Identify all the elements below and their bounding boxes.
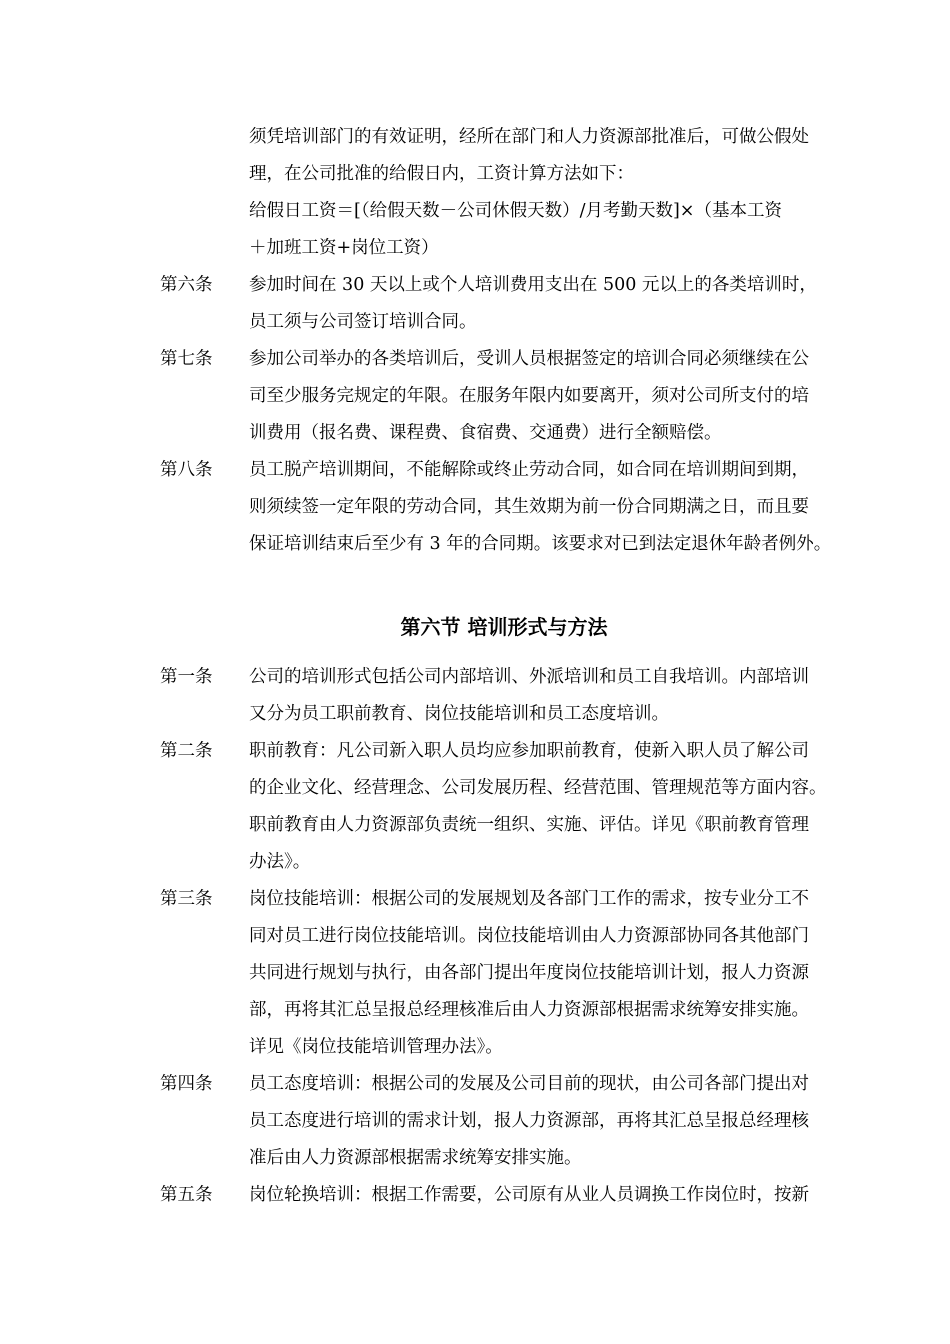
section-title: 第六节 培训形式与方法 [400,615,608,639]
text-line: 参加时间在 30 天以上或个人培训费用支出在 500 元以上的各类培训时， [249,275,817,295]
article-text [249,659,869,733]
text-line: 岗位技能培训：根据公司的发展规划及各部门工作的需求，按专业分工不 [249,889,809,909]
text-line: 员工态度培训：根据公司的发展及公司目前的现状，由公司各部门提出对 [249,1074,809,1094]
article-text [249,1177,869,1214]
text-line: 理，在公司批准的给假日内，工资计算方法如下： [249,164,634,184]
article-3 [0,881,950,1066]
text-line: 办法》。 [249,852,311,872]
article-2 [0,733,950,881]
article-text [249,452,869,563]
text-line: 的企业文化、经营理念、公司发展历程、经营范围、管理规范等方面内容。 [249,778,827,798]
article-7 [0,341,950,452]
article-text [249,341,869,452]
articles-training-contract [0,267,950,563]
article-text [249,1066,869,1177]
article-8 [0,452,950,563]
text-line: 须凭培训部门的有效证明，经所在部门和人力资源部批准后，可做公假处 [249,127,809,147]
article-text [249,733,869,881]
article-1 [0,659,950,733]
intro-text [249,119,869,267]
article-text [249,267,869,341]
text-line: 员工须与公司签订培训合同。 [249,312,477,332]
text-line: 共同进行规划与执行，由各部门提出年度岗位技能培训计划，报人力资源 [249,963,809,983]
text-line: ＋加班工资+岗位工资） [249,238,439,258]
text-line: 详见《岗位技能培训管理办法》。 [249,1037,503,1057]
text-line: 又分为员工职前教育、岗位技能培训和员工态度培训。 [249,704,669,724]
text-line: 员工脱产培训期间，不能解除或终止劳动合同，如合同在培训期间到期， [249,460,809,480]
article-5 [0,1177,950,1214]
text-line: 岗位轮换培训：根据工作需要，公司原有从业人员调换工作岗位时，按新 [249,1185,809,1205]
text-line: 保证培训结束后至少有 3 年的合同期。该要求对已到法定退休年龄者例外。 [249,534,832,554]
article-text [249,881,869,1066]
text-line: 职前教育：凡公司新入职人员均应参加职前教育，使新入职人员了解公司 [249,741,809,761]
text-line: 给假日工资＝[（给假天数－公司休假天数）/月考勤天数]×（基本工资 [249,201,782,221]
text-line: 则须续签一定年限的劳动合同，其生效期为前一份合同期满之日，而且要 [249,497,809,517]
article-number: 第一条 [160,667,213,687]
text-line: 准后由人力资源部根据需求统筹安排实施。 [249,1148,582,1168]
article-6 [0,267,950,341]
text-line: 同对员工进行岗位技能培训。岗位技能培训由人力资源部协同各其他部门 [249,926,809,946]
text-line: 公司的培训形式包括公司内部培训、外派培训和员工自我培训。内部培训 [249,667,809,687]
article-number: 第七条 [160,349,213,369]
article-number: 第四条 [160,1074,213,1094]
text-line: 部，再将其汇总呈报总经理核准后由人力资源部根据需求统筹安排实施。 [249,1000,809,1020]
article-number: 第五条 [160,1185,213,1205]
text-line: 司至少服务完规定的年限。在服务年限内如要离开，须对公司所支付的培 [249,386,809,406]
article-number: 第八条 [160,460,213,480]
intro-continuation [0,119,950,267]
article-number: 第二条 [160,741,213,761]
articles-training-forms [0,659,950,1214]
article-number: 第六条 [160,275,213,295]
text-line: 职前教育由人力资源部负责统一组织、实施、评估。详见《职前教育管理 [249,815,809,835]
text-line: 员工态度进行培训的需求计划，报人力资源部，再将其汇总呈报总经理核 [249,1111,809,1131]
article-number: 第三条 [160,889,213,909]
text-line: 参加公司举办的各类培训后，受训人员根据签定的培训合同必须继续在公 [249,349,809,369]
article-4 [0,1066,950,1177]
text-line: 训费用（报名费、课程费、食宿费、交通费）进行全额赔偿。 [249,423,722,443]
